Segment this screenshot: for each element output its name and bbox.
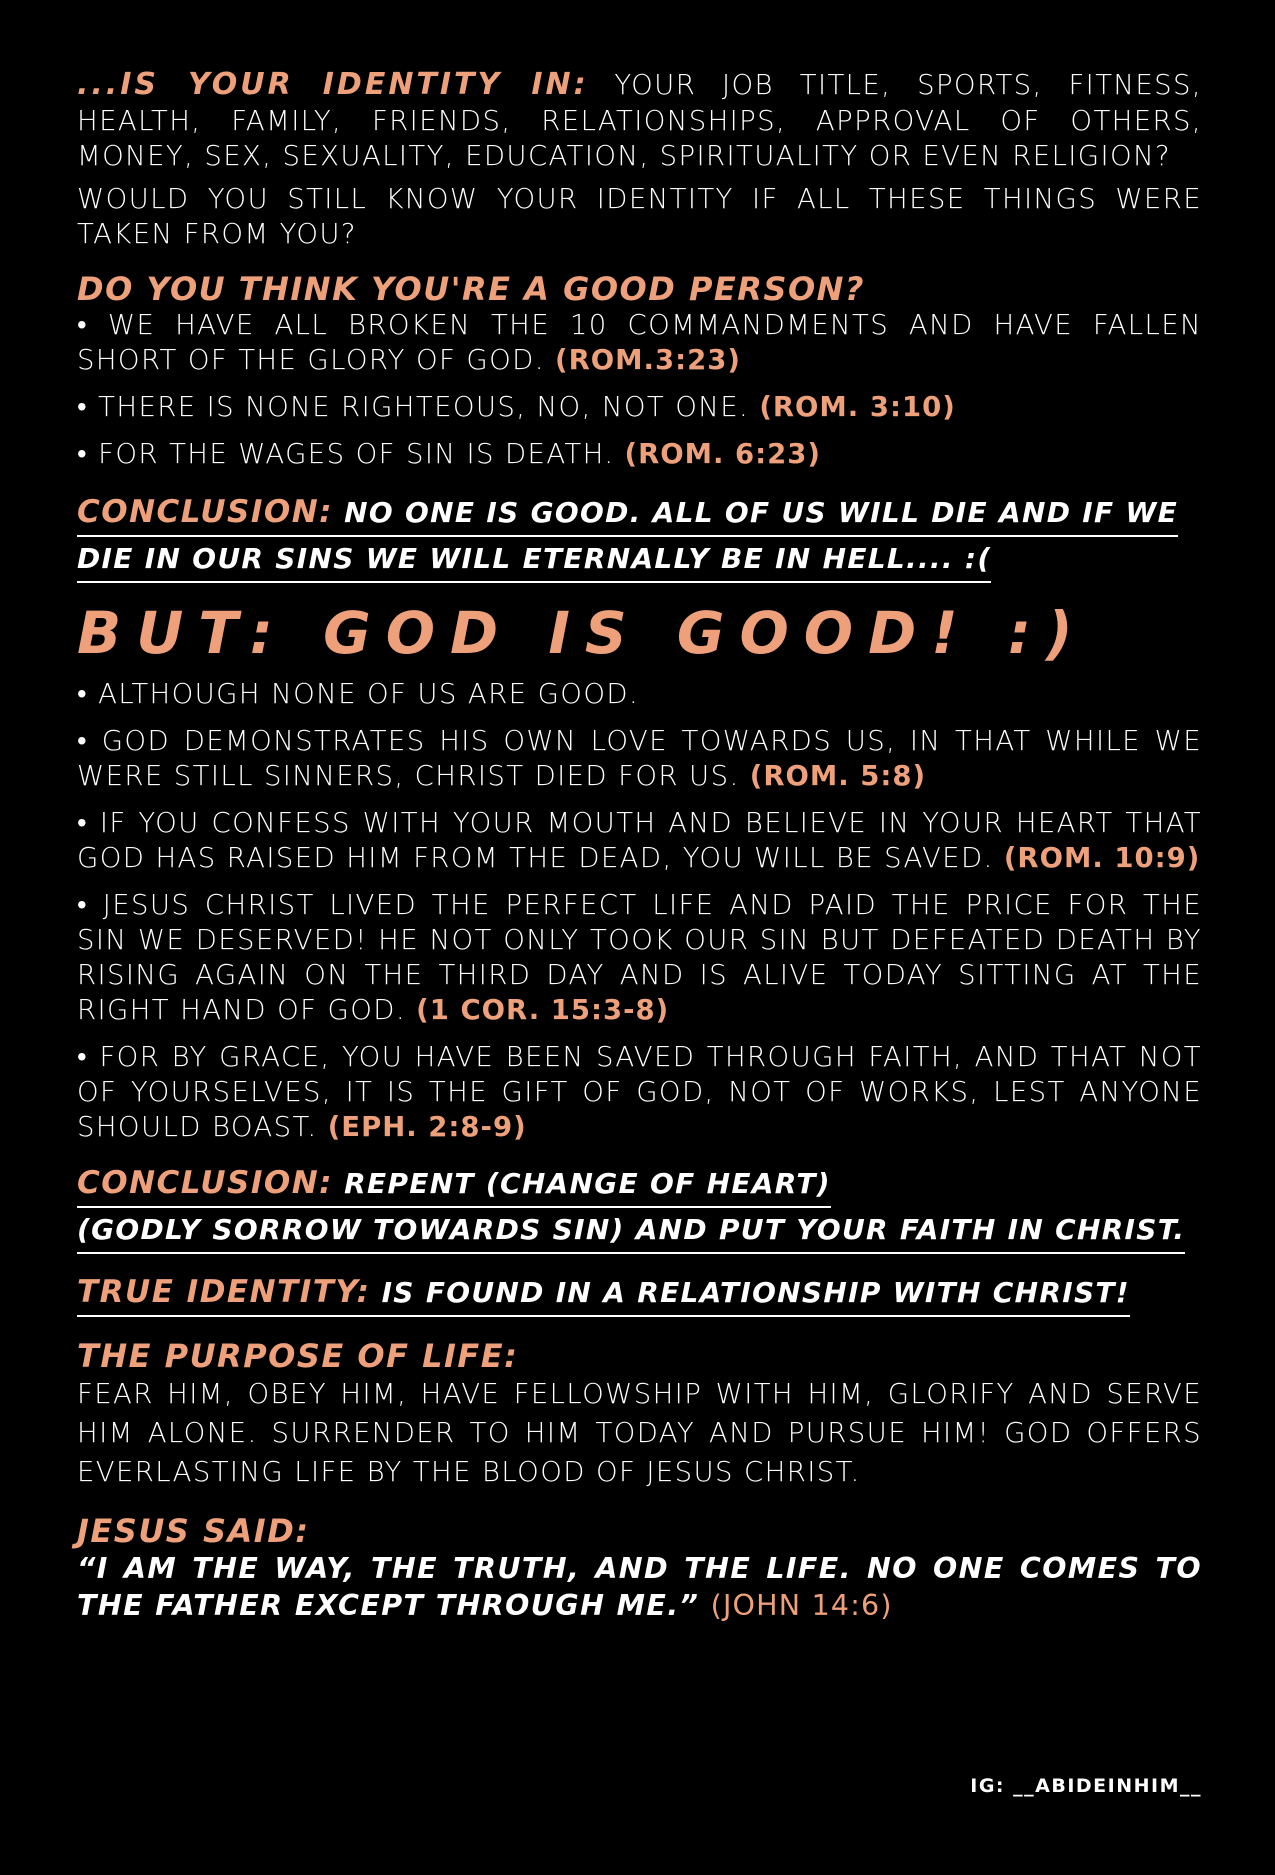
intro-question: WOULD YOU STILL KNOW YOUR IDENTITY IF ALL THESE THINGS WERE TAKEN FROM YOU? bbox=[77, 183, 1202, 250]
scripture-ref: (JOHN 14:6) bbox=[710, 1589, 893, 1622]
scripture-ref: (ROM. 10:9) bbox=[1003, 842, 1201, 874]
scripture-ref: (ROM. 5:8) bbox=[749, 760, 927, 792]
intro-paragraph bbox=[77, 66, 1202, 174]
true-identity bbox=[77, 1270, 1202, 1317]
scripture-ref: (1 COR. 15:3-8) bbox=[416, 994, 670, 1026]
good-person-bullet-1: • WE HAVE ALL BROKEN THE 10 COMMANDMENTS AND HAVE FALLEN SHORT OF THE GLORY OF GOD. (ROM.3:23) bbox=[77, 309, 1202, 376]
scripture-ref: (EPH. 2:8-9) bbox=[327, 1111, 527, 1143]
conclusion-1-line-2: DIE IN OUR SINS WE WILL ETERNALLY BE IN HELL.... :( bbox=[77, 537, 991, 583]
jesus-quote: “I AM THE WAY, THE TRUTH, AND THE LIFE. NO ONE COMES TO THE FATHER EXCEPT THROUGH ME.” (JOHN 14:6) bbox=[77, 1552, 1202, 1622]
conclusion-2-line-1: CONCLUSION: REPENT (CHANGE OF HEART) bbox=[77, 1161, 831, 1208]
true-identity-text: IS FOUND IN A RELATIONSHIP WITH CHRIST! bbox=[381, 1276, 1130, 1309]
god-bullet-3: • IF YOU CONFESS WITH YOUR MOUTH AND BELIEVE IN YOUR HEART THAT GOD HAS RAISED HIM FROM THE DEAD, YOU WILL BE SAVED. (ROM. 10:9) bbox=[77, 807, 1202, 874]
god-bullet-1: • ALTHOUGH NONE OF US ARE GOOD. bbox=[77, 678, 640, 710]
scripture-ref: (ROM. 3:10) bbox=[759, 391, 956, 423]
tract-content bbox=[77, 66, 1202, 1624]
god-is-good-heading: BUT: GOD IS GOOD! :) bbox=[77, 599, 1088, 667]
scripture-ref: (ROM. 6:23) bbox=[624, 438, 821, 470]
good-person-heading: DO YOU THINK YOU'RE A GOOD PERSON? bbox=[77, 270, 865, 308]
jesus-said-heading: JESUS SAID: bbox=[77, 1512, 310, 1550]
intro-text: YOUR JOB TITLE, SPORTS, FITNESS, HEALTH, FAMILY, FRIENDS, RELATIONSHIPS, APPROVAL OF OTHERS, MONEY, SEX, SEXUALITY, EDUCATION, SPIRITUALITY OR EVEN RELIGION? bbox=[77, 69, 1202, 172]
purpose-text: FEAR HIM, OBEY HIM, HAVE FELLOWSHIP WITH HIM, GLORIFY AND SERVE HIM ALONE. SURRENDER TO HIM TODAY AND PURSUE HIM! GOD OFFERS EVERLASTING LIFE BY THE BLOOD OF JESUS CHRIST. bbox=[77, 1378, 1202, 1488]
conclusion-1-label: CONCLUSION: bbox=[77, 494, 334, 530]
god-bullet-2: • GOD DEMONSTRATES HIS OWN LOVE TOWARDS US, IN THAT WHILE WE WERE STILL SINNERS, CHRIST DIED FOR US. (ROM. 5:8) bbox=[77, 725, 1202, 792]
purpose-heading: THE PURPOSE OF LIFE: bbox=[77, 1337, 519, 1375]
good-person-bullet-2: • THERE IS NONE RIGHTEOUS, NO, NOT ONE. (ROM. 3:10) bbox=[77, 391, 956, 423]
good-person-bullet-3: • FOR THE WAGES OF SIN IS DEATH. (ROM. 6:23) bbox=[77, 438, 821, 470]
instagram-handle: IG: __ABIDEINHIM__ bbox=[970, 1775, 1202, 1797]
scripture-ref: (ROM.3:23) bbox=[555, 344, 741, 376]
conclusion-1 bbox=[77, 490, 1202, 583]
conclusion-2 bbox=[77, 1161, 1202, 1254]
god-bullet-5: • FOR BY GRACE, YOU HAVE BEEN SAVED THROUGH FAITH, AND THAT NOT OF YOURSELVES, IT IS THE GIFT OF GOD, NOT OF WORKS, LEST ANYONE SHOULD BOAST. (EPH. 2:8-9) bbox=[77, 1041, 1202, 1143]
conclusion-2-label: CONCLUSION: bbox=[77, 1165, 334, 1201]
conclusion-1-line-1: CONCLUSION: NO ONE IS GOOD. ALL OF US WILL DIE AND IF WE bbox=[77, 490, 1178, 537]
conclusion-2-line-2: (GODLY SORROW TOWARDS SIN) AND PUT YOUR FAITH IN CHRIST. bbox=[77, 1208, 1185, 1254]
intro-lead: ...IS YOUR IDENTITY IN: bbox=[77, 67, 589, 102]
god-bullet-4: • JESUS CHRIST LIVED THE PERFECT LIFE AND PAID THE PRICE FOR THE SIN WE DESERVED! HE NOT ONLY TOOK OUR SIN BUT DEFEATED DEATH BY RISING AGAIN ON THE THIRD DAY AND IS ALIVE TODAY SITTING AT THE RIGHT HAND OF GOD. (1 COR. 15:3-8) bbox=[77, 889, 1202, 1026]
true-identity-label: TRUE IDENTITY: bbox=[77, 1274, 371, 1310]
